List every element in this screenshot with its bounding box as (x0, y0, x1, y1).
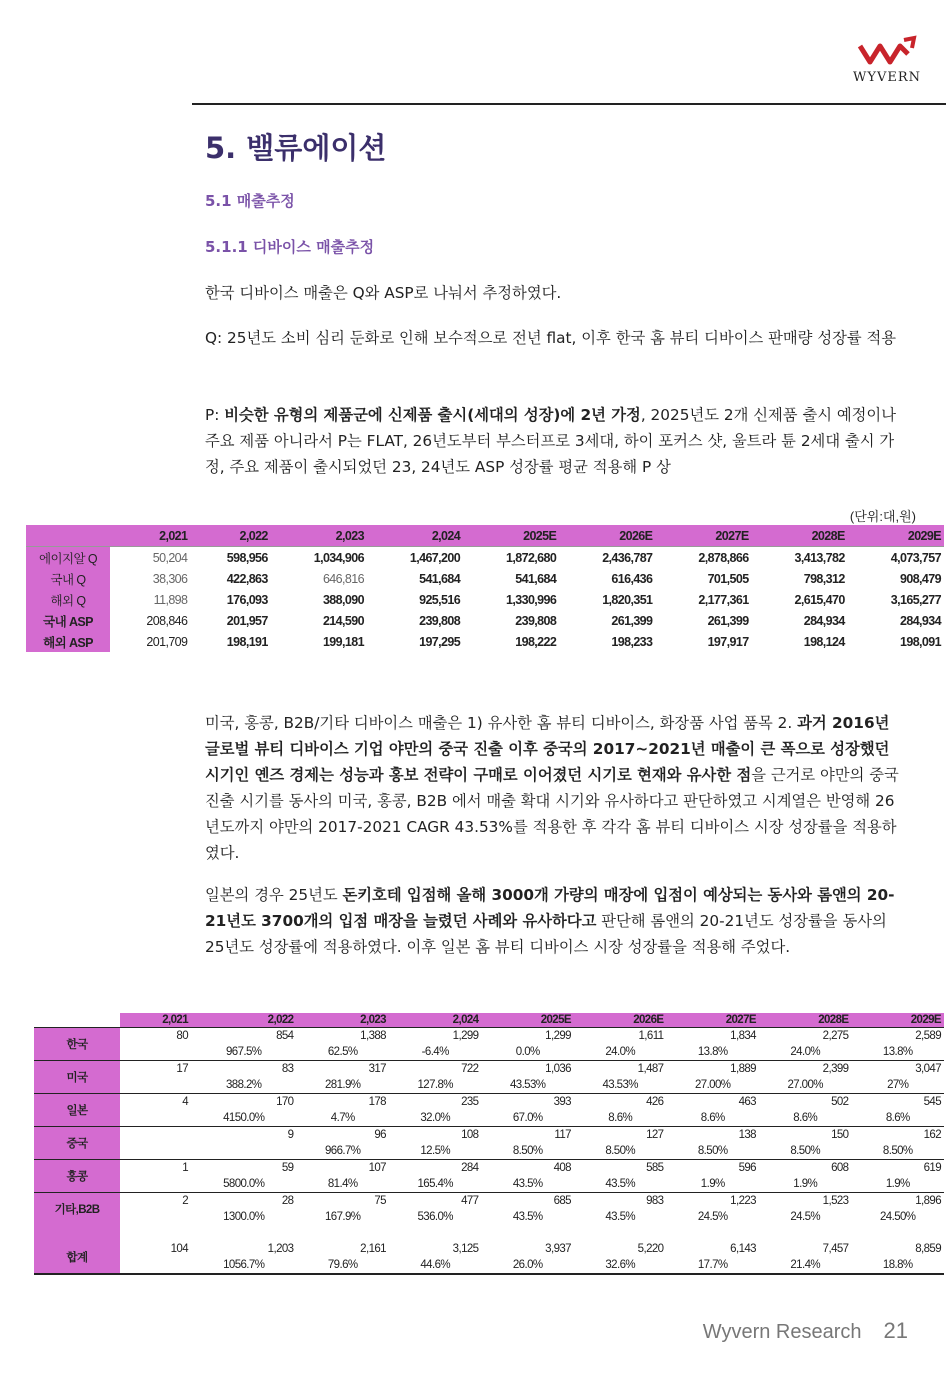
table-cell: 4,073,757 (890, 550, 941, 565)
growth-cell (120, 1077, 191, 1094)
table-cell: 198,233 (611, 634, 653, 649)
wyvern-logo-icon (856, 34, 918, 68)
growth-cell: 1056.7% (223, 1259, 265, 1271)
growth-cell: 43.53% (510, 1079, 546, 1091)
value-cell: 545 (851, 1094, 944, 1111)
growth-cell: 967.5% (226, 1046, 262, 1058)
growth-cell: 1.9% (793, 1178, 818, 1190)
column-header: 2026E (559, 525, 655, 547)
spacer-cell (191, 1225, 296, 1241)
growth-cell: 43.53% (602, 1079, 638, 1091)
value-cell: 1,223 (666, 1193, 759, 1210)
table-cell: 198,222 (515, 634, 557, 649)
value-cell: 585 (574, 1160, 667, 1177)
column-header: 2,023 (271, 525, 367, 547)
spacer-label (34, 1225, 120, 1241)
table-cell: 199,181 (322, 634, 364, 649)
page-title: 5. 밸류에이션 (205, 131, 387, 165)
table-cell: 701,505 (707, 571, 749, 586)
growth-cell: 0.0% (515, 1046, 540, 1058)
footer (703, 1318, 908, 1344)
column-header: 2,022 (190, 525, 270, 547)
value-cell: 463 (666, 1094, 759, 1111)
value-cell: 619 (851, 1160, 944, 1177)
table-cell: 541,684 (419, 571, 461, 586)
growth-cell: 21.4% (790, 1259, 820, 1271)
subsection-heading: 5.1.1 디바이스 매출추정 (205, 238, 375, 256)
value-cell: 477 (389, 1193, 482, 1210)
value-cell: 408 (481, 1160, 574, 1177)
table-cell: 3,413,782 (794, 550, 845, 565)
spacer-cell (666, 1225, 759, 1241)
growth-cell: 17.7% (697, 1259, 728, 1271)
growth-cell (120, 1044, 191, 1061)
growth-row (34, 1044, 944, 1061)
growth-cell: 8.6% (700, 1112, 725, 1124)
column-header (26, 525, 110, 547)
growth-cell: 8.50% (697, 1145, 728, 1157)
table-cell: 798,312 (803, 571, 845, 586)
table-cell: 214,590 (322, 613, 364, 628)
value-cell: 2,275 (759, 1028, 852, 1045)
table-cell: 11,898 (153, 592, 188, 607)
value-cell: 28 (191, 1193, 296, 1210)
value-cell: 75 (296, 1193, 389, 1210)
table-cell: 541,684 (515, 571, 557, 586)
clipped-text (205, 496, 855, 506)
growth-cell: 1.9% (700, 1178, 725, 1190)
row-label: 미국 (34, 1061, 120, 1094)
spacer-cell (851, 1225, 944, 1241)
row-label: 기타,B2B (34, 1193, 120, 1226)
growth-cell: 8.50% (605, 1145, 635, 1157)
value-cell: 3,937 (545, 1243, 571, 1255)
growth-cell: 43.5% (512, 1178, 543, 1190)
row-label: 한국 (34, 1028, 120, 1061)
growth-row (34, 1209, 944, 1225)
value-cell: 393 (481, 1094, 574, 1111)
growth-cell (120, 1176, 191, 1193)
spacer-cell (759, 1225, 852, 1241)
growth-cell: 32.6% (605, 1259, 635, 1271)
value-cell: 1,487 (574, 1061, 667, 1078)
value-cell: 596 (666, 1160, 759, 1177)
table-cell: 598,956 (226, 550, 268, 565)
value-cell: 1,203 (267, 1243, 294, 1255)
value-cell: 150 (759, 1127, 852, 1144)
growth-cell: 4.7% (330, 1112, 355, 1124)
growth-cell: 13.8% (697, 1046, 728, 1058)
growth-cell: 8.50% (882, 1145, 913, 1157)
value-cell: 317 (296, 1061, 389, 1078)
growth-cell: 43.5% (605, 1211, 635, 1223)
table-cell: 2,177,361 (698, 592, 749, 607)
spacer-cell (296, 1225, 389, 1241)
row-label: 국내 Q (26, 568, 110, 589)
value-cell: 2,589 (851, 1028, 944, 1045)
logo-text: WYVERN (853, 70, 921, 85)
paragraph-1: 한국 디바이스 매출은 Q와 ASP로 나눠서 추정하였다. (205, 284, 562, 302)
growth-cell: 18.8% (882, 1259, 913, 1271)
growth-row (34, 1110, 944, 1127)
table-row (34, 1028, 944, 1045)
footer-brand: Wyvern Research (702, 1321, 862, 1343)
value-cell: 96 (296, 1127, 389, 1144)
table-cell: 284,934 (900, 613, 941, 628)
growth-cell: 13.8% (882, 1046, 913, 1058)
growth-cell: 62.5% (327, 1046, 358, 1058)
table-cell: 198,091 (900, 634, 941, 649)
row-label: 에이지알 Q (26, 547, 110, 569)
table-cell: 239,808 (419, 613, 461, 628)
growth-cell (191, 1143, 296, 1160)
column-header: 2028E (752, 525, 848, 547)
growth-cell: 81.4% (327, 1178, 358, 1190)
total-row (34, 1241, 944, 1257)
value-cell: 104 (170, 1243, 188, 1255)
row-label: 합계 (34, 1241, 120, 1274)
table-row (26, 547, 944, 569)
column-header (34, 1013, 120, 1028)
table-row (26, 610, 944, 631)
column-header: 2027E (655, 525, 751, 547)
table-cell: 2,436,787 (602, 550, 653, 565)
value-cell: 3,047 (851, 1061, 944, 1078)
growth-row (34, 1176, 944, 1193)
value-cell: 3,125 (452, 1243, 479, 1255)
growth-cell: 388.2% (226, 1079, 262, 1091)
paragraph-2: Q: 25년도 소비 심리 둔화로 인해 보수적으로 전년 flat, 이후 한국 홈 뷰티 디바이스 판매량 성장률 적용 (205, 329, 897, 347)
value-cell: 1,299 (389, 1028, 482, 1045)
column-header: 2,022 (191, 1013, 296, 1028)
growth-cell: 8.6% (793, 1112, 818, 1124)
value-cell: 8,859 (915, 1243, 941, 1255)
table-row (26, 589, 944, 610)
value-cell: 108 (389, 1127, 482, 1144)
growth-cell: -6.4% (421, 1046, 449, 1058)
spacer-cell (481, 1225, 574, 1241)
value-cell: 162 (851, 1127, 944, 1144)
row-label: 중국 (34, 1127, 120, 1160)
value-cell: 5,220 (637, 1243, 664, 1255)
table-cell: 1,820,351 (602, 592, 653, 607)
growth-cell: 1300.0% (223, 1211, 265, 1223)
row-label: 국내 ASP (26, 610, 110, 631)
growth-cell: 24.5% (697, 1211, 728, 1223)
growth-row (34, 1257, 944, 1274)
value-cell: 9 (191, 1127, 296, 1144)
row-label: 홍콩 (34, 1160, 120, 1193)
table-cell: 239,808 (515, 613, 557, 628)
value-cell: 983 (574, 1193, 667, 1210)
growth-cell: 43.5% (512, 1211, 543, 1223)
table-row (26, 568, 944, 589)
column-header: 2,021 (110, 525, 190, 547)
table-cell: 3,165,277 (890, 592, 941, 607)
table-cell: 284,934 (803, 613, 845, 628)
value-cell: 17 (120, 1061, 191, 1078)
value-cell: 235 (389, 1094, 482, 1111)
column-header: 2028E (759, 1013, 852, 1028)
value-cell: 127 (574, 1127, 667, 1144)
table-cell: 198,191 (226, 634, 268, 649)
value-cell: 1,523 (759, 1193, 852, 1210)
growth-cell: 281.9% (325, 1079, 361, 1091)
value-cell: 2,399 (759, 1061, 852, 1078)
spacer-cell (120, 1225, 191, 1241)
wyvern-logo (848, 34, 926, 85)
table-row (34, 1160, 944, 1177)
table-row (34, 1094, 944, 1111)
table-cell: 197,917 (707, 634, 749, 649)
column-header: 2027E (666, 1013, 759, 1028)
spacer-cell (574, 1225, 667, 1241)
value-cell: 59 (191, 1160, 296, 1177)
growth-cell: 32.0% (420, 1112, 450, 1124)
value-cell: 1,036 (481, 1061, 574, 1078)
growth-cell: 43.5% (605, 1178, 635, 1190)
row-label: 해외 ASP (26, 631, 110, 652)
value-cell: 685 (481, 1193, 574, 1210)
table-cell: 50,204 (152, 550, 188, 565)
value-cell: 170 (191, 1094, 296, 1111)
spacer-row (34, 1225, 944, 1241)
table-cell: 616,436 (611, 571, 653, 586)
table-cell: 1,330,996 (506, 592, 557, 607)
table-row (34, 1127, 944, 1144)
column-header: 2,023 (296, 1013, 389, 1028)
table-row (26, 631, 944, 652)
growth-cell: 67.0% (512, 1112, 543, 1124)
table-cell: 646,816 (322, 571, 364, 586)
section-heading: 5.1 매출추정 (205, 192, 295, 210)
value-cell: 2 (120, 1193, 191, 1210)
table-cell: 197,295 (419, 634, 461, 649)
value-cell: 722 (389, 1061, 482, 1078)
table-cell: 261,399 (611, 613, 653, 628)
table-cell: 2,615,470 (794, 592, 845, 607)
growth-cell: 8.50% (512, 1145, 543, 1157)
growth-cell (120, 1110, 191, 1127)
table-cell: 2,878,866 (698, 550, 749, 565)
value-cell: 1,834 (666, 1028, 759, 1045)
growth-cell: 4150.0% (223, 1112, 265, 1124)
value-cell: 7,457 (822, 1243, 849, 1255)
growth-row (34, 1077, 944, 1094)
unit-label: (단위:대,원) (849, 509, 916, 524)
column-header: 2,021 (120, 1013, 191, 1028)
growth-cell: 8.50% (790, 1145, 820, 1157)
growth-cell: 8.6% (608, 1112, 633, 1124)
header-rule (192, 103, 946, 105)
growth-cell: 24.50% (880, 1211, 916, 1223)
value-cell: 1,611 (574, 1028, 667, 1045)
table-cell: 261,399 (707, 613, 749, 628)
value-cell: 117 (481, 1127, 574, 1144)
row-label: 해외 Q (26, 589, 110, 610)
value-cell: 107 (296, 1160, 389, 1177)
table-cell: 201,709 (146, 634, 188, 649)
table-cell: 908,479 (900, 571, 941, 586)
value-cell: 854 (191, 1028, 296, 1045)
value-cell: 6,143 (730, 1243, 756, 1255)
quantity-asp-table (26, 525, 944, 652)
value-cell: 178 (296, 1094, 389, 1111)
growth-cell: 966.7% (325, 1145, 361, 1157)
value-cell: 284 (389, 1160, 482, 1177)
table-cell: 1,467,200 (409, 550, 461, 565)
value-cell: 426 (574, 1094, 667, 1111)
column-header: 2029E (848, 525, 944, 547)
value-cell: 1 (120, 1160, 191, 1177)
column-header: 2026E (574, 1013, 667, 1028)
column-header: 2025E (481, 1013, 574, 1028)
table-cell: 198,124 (803, 634, 845, 649)
table-row (34, 1061, 944, 1078)
value-cell: 608 (759, 1160, 852, 1177)
growth-cell: 24.0% (790, 1046, 820, 1058)
value-cell: 1,889 (666, 1061, 759, 1078)
column-header: 2,024 (367, 525, 463, 547)
growth-cell: 27.00% (695, 1079, 731, 1091)
row-label: 일본 (34, 1094, 120, 1127)
growth-cell (120, 1143, 191, 1160)
growth-cell (120, 1257, 191, 1274)
value-cell: 2,161 (360, 1243, 386, 1255)
paragraph-5: 일본의 경우 25년도 돈키호테 입점해 올해 3000개 가량의 매장에 입점이 예상되는 동사와 롬앤의 20-21년도 3700개의 입점 매장을 늘렸던 사례와 유사하다고 판단해 롬앤의 20-21년도 성장률을 동사의 25년도 성장률에 적용하였다. 이후 일본 홈 뷰티 디바이스 시장 성장률을 적용해 주었다. (205, 886, 895, 956)
value-cell: 80 (120, 1028, 191, 1045)
value-cell: 83 (191, 1061, 296, 1078)
growth-cell: 167.9% (325, 1211, 361, 1223)
table-cell: 176,093 (226, 592, 268, 607)
paragraph-4: 미국, 홍콩, B2B/기타 디바이스 매출은 1) 유사한 홈 뷰티 디바이스, 화장품 사업 품목 2. 과거 2016년 글로벌 뷰티 디바이스 기업 야만의 중국 진출 이후 중국의 2017~2021년 매출이 큰 폭으로 성장했던 시기인 옌즈 경제는 성능과 홍보 전략이 구매로 이어졌던 시기로 현재와 유사한 점을 근거로 야만의 중국 진출 시기를 동사의 미국, 홍콩, B2B 에서 매출 확대 시기와 유사하다고 판단하였고 시계열은 반영해 26년도까지 야만의 2017-2021 CAGR 43.53%를 적용한 후 각각 홈 뷰티 디바이스 시장 성장률을 적용하였다. (205, 714, 899, 862)
growth-cell: 127.8% (417, 1079, 453, 1091)
growth-cell: 27.00% (787, 1079, 823, 1091)
value-cell: 502 (759, 1094, 852, 1111)
table-cell: 1,034,906 (313, 550, 364, 565)
page-number: 21 (883, 1318, 908, 1343)
value-cell: 4 (120, 1094, 191, 1111)
growth-cell: 26.0% (512, 1259, 543, 1271)
value-cell: 1,896 (851, 1193, 944, 1210)
growth-cell: 24.5% (790, 1211, 820, 1223)
growth-cell: 5800.0% (223, 1178, 265, 1190)
value-cell (120, 1127, 191, 1144)
spacer-cell (389, 1225, 482, 1241)
table-cell: 38,306 (152, 571, 188, 586)
growth-cell: 44.6% (420, 1259, 450, 1271)
table-cell: 208,846 (146, 613, 188, 628)
value-cell: 1,299 (481, 1028, 574, 1045)
growth-cell: 8.6% (885, 1112, 910, 1124)
growth-cell: 12.5% (420, 1145, 450, 1157)
regional-sales-table (34, 1013, 944, 1275)
value-cell: 1,388 (296, 1028, 389, 1045)
table-cell: 388,090 (322, 592, 364, 607)
table-cell: 422,863 (226, 571, 268, 586)
column-header: 2025E (463, 525, 559, 547)
growth-cell (120, 1209, 191, 1225)
table-row (34, 1193, 944, 1210)
growth-cell: 1.9% (885, 1178, 910, 1190)
growth-cell: 27% (887, 1079, 909, 1091)
growth-cell: 165.4% (417, 1178, 453, 1190)
growth-cell: 79.6% (327, 1259, 358, 1271)
growth-row (34, 1143, 944, 1160)
table-cell: 201,957 (226, 613, 268, 628)
growth-cell: 24.0% (605, 1046, 635, 1058)
value-cell: 138 (666, 1127, 759, 1144)
paragraph-3: P: 비슷한 유형의 제품군에 신제품 출시(세대의 성장)에 2년 가정, 2025년도 2개 신제품 출시 예정이나 주요 제품 아니라서 P는 FLAT, 26년도부터 부스터프로 3세대, 하이 포커스 샷, 울트라 튠 2세대 출시 가정, 주요 제품이 출시되었던 23, 24년도 ASP 성장률 평균 적용해 P 상 (205, 406, 896, 476)
growth-cell: 536.0% (417, 1211, 453, 1223)
column-header: 2,024 (389, 1013, 482, 1028)
table-cell: 1,872,680 (506, 550, 557, 565)
column-header: 2029E (851, 1013, 944, 1028)
table-cell: 925,516 (419, 592, 461, 607)
